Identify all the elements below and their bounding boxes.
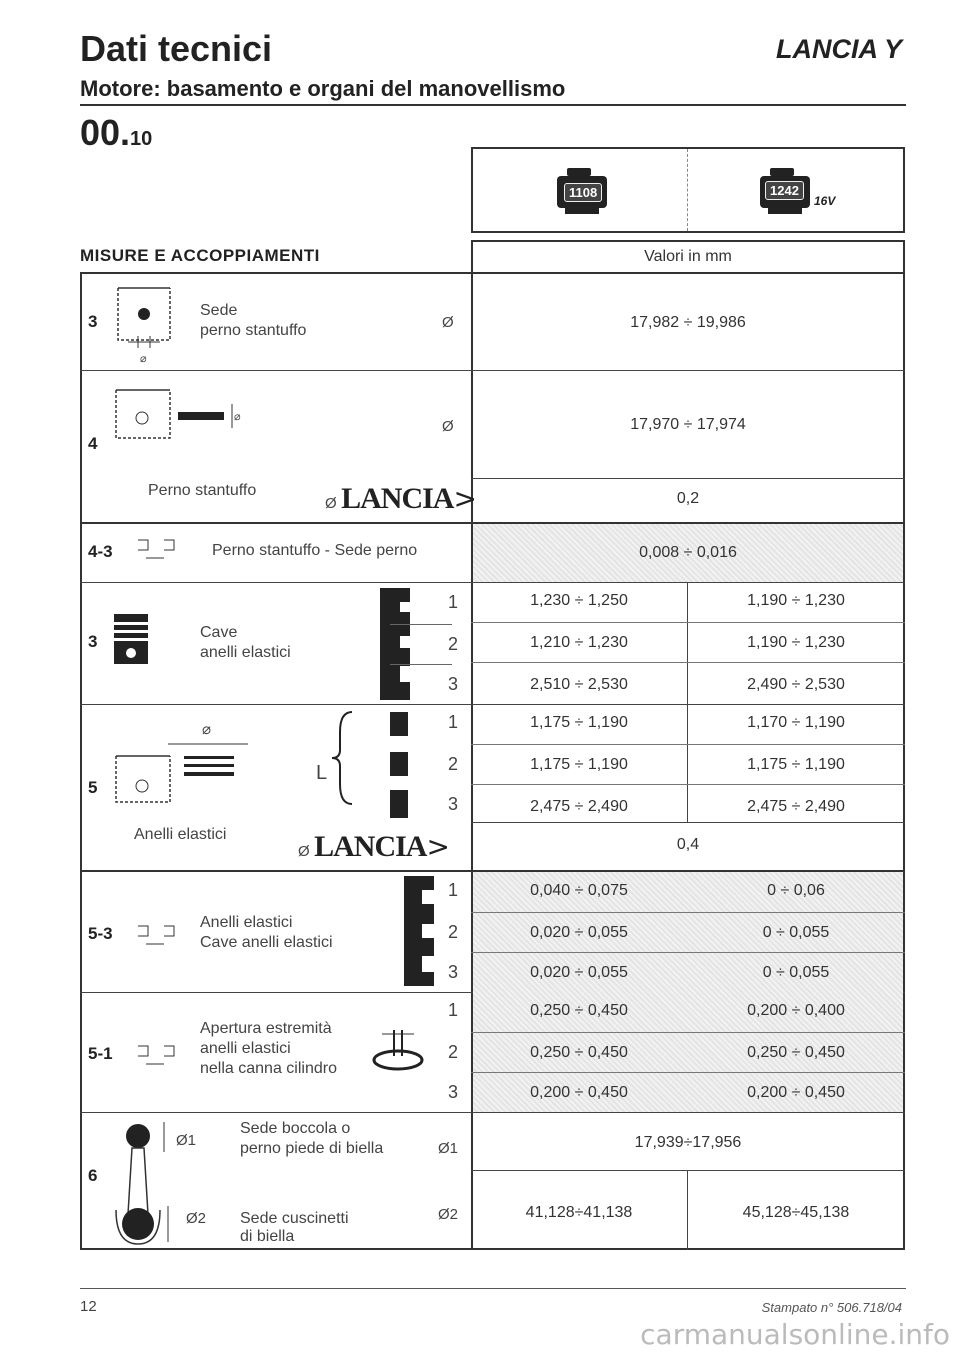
piston-rings-icon: [108, 716, 258, 806]
row3-value: 0,008 ÷ 0,016: [639, 544, 737, 561]
groove-section-icon: [380, 588, 410, 700]
header-rule: [80, 104, 906, 106]
row3-label: Perno stantuffo - Sede perno: [212, 542, 418, 559]
connecting-rod-icon: [108, 1114, 238, 1248]
row-ref-number: 5: [88, 778, 98, 797]
section-code-main: 00.: [80, 112, 131, 153]
row1-value: 17,982 ÷ 19,986: [630, 314, 746, 331]
row6-label-2: Cave anelli elastici: [200, 934, 333, 951]
row5-tolerance: 0,4: [676, 836, 700, 853]
engine-1108-label: 1108: [564, 183, 602, 202]
r6-b-3: 0 ÷ 0,055: [762, 964, 830, 981]
brace-icon: [330, 708, 360, 808]
section-code-sub: 10: [130, 128, 153, 150]
lancia-logo: LANCIA: [314, 830, 427, 863]
page-title: Dati tecnici: [80, 28, 273, 69]
row8-value-a2: 41,128÷41,138: [525, 1204, 633, 1221]
row-divider: [80, 370, 905, 371]
row8-label-4: di biella: [240, 1228, 295, 1245]
diameter-symbol: Ø: [442, 314, 454, 331]
svg-text:⌀: ⌀: [140, 353, 147, 365]
ring-index: 2: [448, 1042, 459, 1062]
row6-label-1: Anelli elastici: [200, 914, 293, 931]
r6-b-1: 0 ÷ 0,06: [767, 882, 825, 899]
ring-index: 1: [448, 880, 459, 900]
row-ref-number: 6: [88, 1166, 98, 1185]
row2-value: 17,970 ÷ 17,974: [630, 416, 746, 433]
row-divider: [80, 704, 905, 705]
column-divider: [687, 582, 688, 822]
row5-label: Anelli elastici: [134, 826, 227, 843]
footer-rule: [80, 1288, 906, 1289]
row8-value-1: 17,939÷17,956: [634, 1134, 742, 1151]
engine-1242-icon: [760, 168, 810, 214]
row8-value-b2: 45,128÷45,138: [742, 1204, 850, 1221]
row1-label-2: perno stantuffo: [200, 322, 307, 339]
svg-text:⌀: ⌀: [202, 721, 212, 738]
r5-b-2: 1,175 ÷ 1,190: [747, 756, 845, 773]
ring-index: 1: [448, 592, 459, 612]
r7-a-3: 0,200 ÷ 0,450: [530, 1084, 628, 1101]
r4-a-2: 1,210 ÷ 1,230: [530, 634, 628, 651]
coupling-icon: [134, 920, 184, 950]
diameter-1-symbol: Ø1: [176, 1132, 197, 1149]
piston-pin-icon: [108, 380, 248, 450]
row8-label-3: Sede cuscinetti: [240, 1210, 349, 1227]
row-divider: [471, 1170, 905, 1171]
ring-section-icon: [390, 790, 408, 818]
lancia-tolerance-mark: Ø LANCIA>: [325, 482, 476, 515]
row-ref-number: 4: [88, 434, 98, 453]
r7-a-1: 0,250 ÷ 0,450: [530, 1002, 628, 1019]
coupling-icon: [134, 1040, 184, 1070]
row-ref-number: 3: [88, 312, 98, 331]
coupling-icon: [134, 534, 184, 564]
ring-index: 3: [448, 674, 459, 694]
units-rule: [471, 272, 905, 274]
row-ref-number: 3: [88, 632, 98, 651]
engine-1108-icon: [557, 168, 607, 214]
row8-label-1: Sede boccola o: [240, 1120, 351, 1137]
groove-ring-section-icon: [404, 876, 434, 986]
piston-seat-icon: [108, 280, 180, 366]
engine-header: [471, 147, 905, 233]
row7-label-3: nella canna cilindro: [200, 1060, 337, 1077]
ring-index: 1: [448, 712, 459, 732]
r5-b-1: 1,170 ÷ 1,190: [747, 714, 845, 731]
r4-a-3: 2,510 ÷ 2,530: [530, 676, 628, 693]
row-divider: [80, 1112, 905, 1113]
r6-a-2: 0,020 ÷ 0,055: [530, 924, 628, 941]
section-title: MISURE E ACCOPPIAMENTI: [80, 246, 320, 265]
r7-b-1: 0,200 ÷ 0,400: [747, 1002, 845, 1019]
r6-b-2: 0 ÷ 0,055: [762, 924, 830, 941]
shaded-cell: [473, 872, 903, 1112]
r5-a-1: 1,175 ÷ 1,190: [530, 714, 628, 731]
engine-16v-label: 16V: [814, 194, 836, 208]
row4-label-2: anelli elastici: [200, 644, 291, 661]
ring-index: 2: [448, 754, 459, 774]
r4-b-2: 1,190 ÷ 1,230: [747, 634, 845, 651]
r4-b-1: 1,190 ÷ 1,230: [747, 592, 845, 609]
row7-label-1: Apertura estremità: [200, 1020, 332, 1037]
ring-index: 1: [448, 1000, 459, 1020]
r7-b-2: 0,250 ÷ 0,450: [747, 1044, 845, 1061]
ring-index: 3: [448, 1082, 459, 1102]
diameter-symbol: Ø: [298, 843, 310, 860]
ring-index: 2: [448, 634, 459, 654]
lancia-logo: LANCIA: [341, 482, 454, 515]
ring-section-icon: [390, 712, 408, 736]
row2-tolerance: 0,2: [676, 490, 700, 507]
r4-b-3: 2,490 ÷ 2,530: [747, 676, 845, 693]
watermark: carmanualsonline.info: [640, 1318, 950, 1351]
ring-section-icon: [390, 752, 408, 776]
svg-text:⌀: ⌀: [234, 411, 241, 423]
units-label: Valori in mm: [644, 248, 732, 265]
r6-a-3: 0,020 ÷ 0,055: [530, 964, 628, 981]
row-ref-number: 5-3: [88, 924, 113, 943]
row-ref-number: 5-1: [88, 1044, 113, 1063]
page-number: 12: [80, 1298, 97, 1315]
r6-a-1: 0,040 ÷ 0,075: [530, 882, 628, 899]
row-ref-number: 4-3: [88, 542, 113, 561]
brand-name: LANCIA Y: [775, 34, 902, 64]
row4-label-1: Cave: [200, 624, 238, 641]
diameter-symbol: Ø: [325, 495, 337, 512]
row1-label-1: Sede: [200, 302, 238, 319]
diameter-1-symbol: Ø1: [438, 1140, 459, 1157]
r4-a-1: 1,230 ÷ 1,250: [530, 592, 628, 609]
r7-b-3: 0,200 ÷ 0,450: [747, 1084, 845, 1101]
row2-label: Perno stantuffo: [148, 482, 257, 499]
engine-divider: [687, 149, 688, 231]
r5-a-2: 1,175 ÷ 1,190: [530, 756, 628, 773]
ring-index: 2: [448, 922, 459, 942]
r5-b-3: 2,475 ÷ 2,490: [747, 798, 845, 815]
r7-a-2: 0,250 ÷ 0,450: [530, 1044, 628, 1061]
page-subtitle: Motore: basamento e organi del manovellismo: [80, 76, 566, 101]
row-divider: [80, 582, 905, 583]
lancia-tolerance-mark: Ø LANCIA>: [298, 830, 449, 863]
print-reference: Stampato n° 506.718/04: [761, 1300, 902, 1315]
row-divider: [471, 478, 905, 479]
piston-grooves-icon: [114, 614, 148, 664]
ring-index: 3: [448, 962, 459, 982]
row8-label-2: perno piede di biella: [240, 1140, 384, 1157]
length-symbol: L: [316, 762, 328, 784]
diameter-symbol: Ø: [442, 418, 454, 435]
diameter-2-symbol: Ø2: [186, 1210, 207, 1227]
diameter-2-symbol: Ø2: [438, 1206, 459, 1223]
row-divider: [471, 822, 905, 823]
ring-index: 3: [448, 794, 459, 814]
ring-gap-icon: [368, 1026, 428, 1076]
row7-label-2: anelli elastici: [200, 1040, 291, 1057]
r5-a-3: 2,475 ÷ 2,490: [530, 798, 628, 815]
section-code: [80, 112, 152, 154]
engine-1242-label: 1242: [765, 181, 804, 200]
